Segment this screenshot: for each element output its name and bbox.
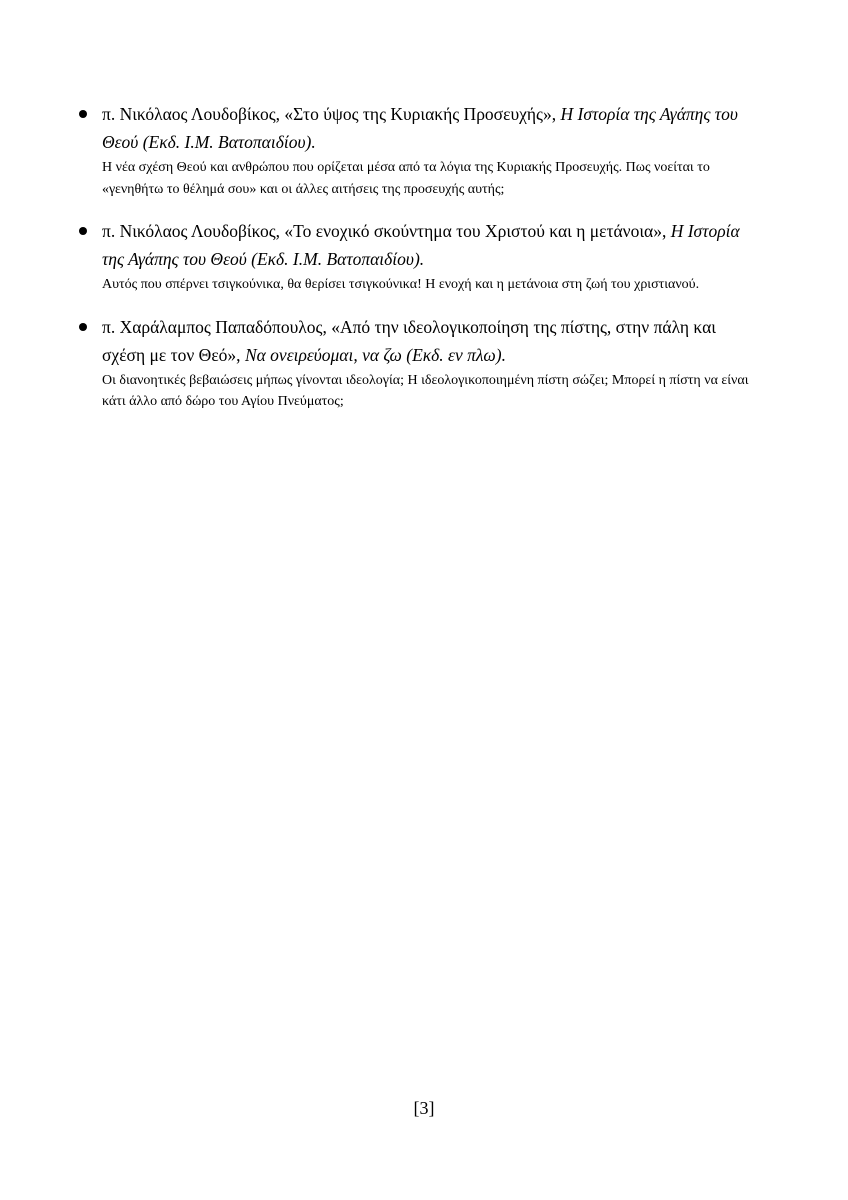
entry-author-heading: π. Νικόλαος Λουδοβίκος, «Στο ύψος της Κυριακής Προσευχής», <box>102 104 561 124</box>
entry-description: Η νέα σχέση Θεού και ανθρώπου που ορίζεται μέσα από τα λόγια της Κυριακής Προσευχής. Πως νοείται το «γενηθήτω το θέλημά σου» και οι άλλες αιτήσεις της προσευχής αυτής; <box>102 160 710 197</box>
list-item <box>102 313 762 413</box>
list-item <box>102 100 762 200</box>
page-number: [3] <box>413 1098 435 1118</box>
entry-title <box>102 313 762 369</box>
lecture-list <box>0 0 762 413</box>
entry-title <box>102 100 762 156</box>
bullet-icon <box>79 323 87 331</box>
entry-description: Οι διανοητικές βεβαιώσεις μήπως γίνονται ιδεολογία; Η ιδεολογικοποιημένη πίστη σώζει; Μπορεί η πίστη να είναι κάτι άλλο από δώρο του Αγίου Πνεύματος; <box>102 372 749 409</box>
entry-description: Αυτός που σπέρνει τσιγκούνικα, θα θερίσει τσιγκούνικα! Η ενοχή και η μετάνοια στη ζωή του χριστιανού. <box>102 277 700 292</box>
entry-work-title: Η Ιστορία της Αγάπης του Θεού (Εκδ. Ι.Μ. Βατοπαιδίου). <box>102 104 738 152</box>
entry-work-title: Να ονειρεύομαι, να ζω (Εκδ. εν πλω). <box>244 344 506 365</box>
entry-work-title: Η Ιστορία της Αγάπης του Θεού (Εκδ. Ι.Μ. Βατοπαιδίου). <box>102 221 740 269</box>
bullet-icon <box>79 110 87 118</box>
entry-title <box>102 217 762 273</box>
entry-author-heading: π. Χαράλαμπος Παπαδόπουλος, «Από την ιδεολογικοποίηση της πίστης, στην πάλη και σχέση με τον Θεό», <box>102 316 716 365</box>
bullet-icon <box>79 227 87 235</box>
entry-author-heading: π. Νικόλαος Λουδοβίκος, «Το ενοχικό σκούντημα του Χριστού και η μετάνοια», <box>102 221 671 241</box>
list-item <box>102 217 762 296</box>
